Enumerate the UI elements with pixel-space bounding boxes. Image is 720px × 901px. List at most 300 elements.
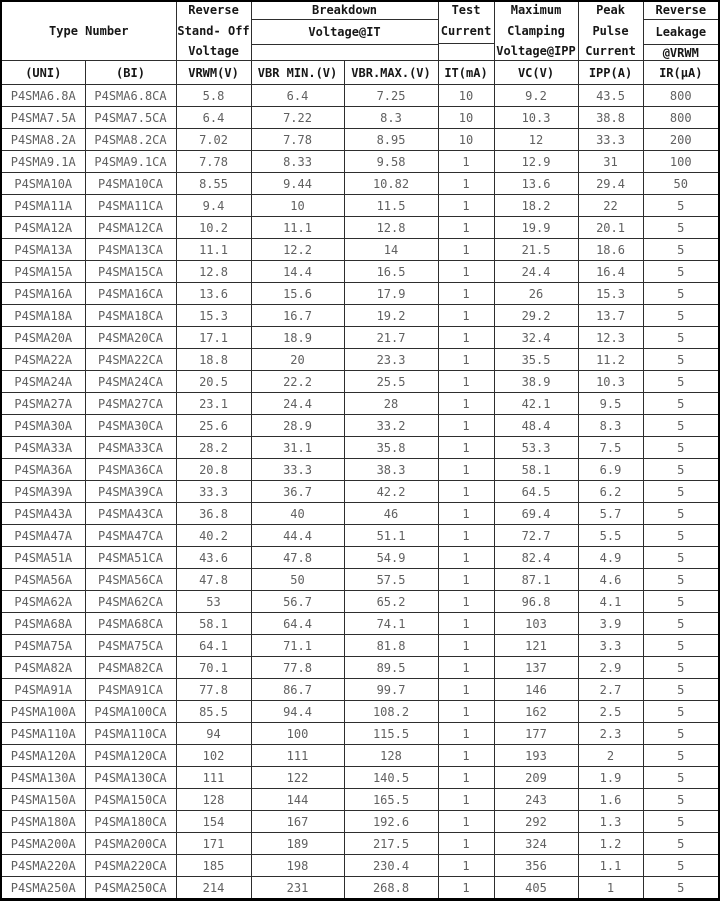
cell-ir: 5: [643, 393, 719, 415]
cell-vbr-min: 94.4: [251, 701, 344, 723]
cell-type-bi: P4SMA220CA: [85, 855, 176, 877]
cell-vrwm: 6.4: [176, 107, 251, 129]
cell-it: 1: [438, 151, 494, 173]
table-row: [1, 855, 719, 877]
cell-vrwm: 58.1: [176, 613, 251, 635]
cell-type-bi: P4SMA120CA: [85, 745, 176, 767]
table-row: [1, 877, 719, 900]
table-row: [1, 393, 719, 415]
cell-it: 1: [438, 503, 494, 525]
cell-vbr-min: 9.44: [251, 173, 344, 195]
cell-type-uni: P4SMA39A: [1, 481, 85, 503]
cell-it: 1: [438, 393, 494, 415]
cell-ipp: 18.6: [578, 239, 643, 261]
cell-ir: 5: [643, 481, 719, 503]
cell-type-uni: P4SMA22A: [1, 349, 85, 371]
cell-type-uni: P4SMA10A: [1, 173, 85, 195]
header-lines: [644, 2, 719, 60]
header-lines: [579, 2, 643, 60]
cell-ir: 50: [643, 173, 719, 195]
cell-type-bi: P4SMA47CA: [85, 525, 176, 547]
cell-ir: 5: [643, 657, 719, 679]
cell-type-uni: P4SMA43A: [1, 503, 85, 525]
cell-type-bi: P4SMA43CA: [85, 503, 176, 525]
cell-it: 1: [438, 217, 494, 239]
cell-ir: 200: [643, 129, 719, 151]
cell-vbr-min: 6.4: [251, 85, 344, 107]
cell-vc: 12: [494, 129, 578, 151]
cell-vc: 53.3: [494, 437, 578, 459]
cell-vc: 26: [494, 283, 578, 305]
cell-ir: 5: [643, 327, 719, 349]
header-line: Clamping: [507, 24, 565, 38]
cell-it: 1: [438, 789, 494, 811]
cell-it: 1: [438, 591, 494, 613]
header-line: Stand- Off: [177, 24, 250, 38]
table-row: [1, 371, 719, 393]
cell-vbr-min: 20: [251, 349, 344, 371]
cell-ipp: 1.1: [578, 855, 643, 877]
subheader-bi: (BI): [85, 61, 176, 85]
header-breakdown-voltage: [251, 1, 438, 61]
cell-type-uni: P4SMA16A: [1, 283, 85, 305]
cell-ipp: 29.4: [578, 173, 643, 195]
header-line: [439, 44, 494, 61]
cell-vbr-max: 17.9: [344, 283, 438, 305]
cell-vc: 243: [494, 789, 578, 811]
table-row: [1, 811, 719, 833]
table-row: [1, 789, 719, 811]
cell-vrwm: 20.5: [176, 371, 251, 393]
cell-vrwm: 102: [176, 745, 251, 767]
cell-vc: 35.5: [494, 349, 578, 371]
cell-vc: 137: [494, 657, 578, 679]
cell-type-bi: P4SMA200CA: [85, 833, 176, 855]
table-row: [1, 261, 719, 283]
table-row: [1, 503, 719, 525]
header-reverse-standoff-voltage: [176, 1, 251, 61]
cell-it: 1: [438, 877, 494, 900]
cell-type-uni: P4SMA13A: [1, 239, 85, 261]
cell-type-bi: P4SMA91CA: [85, 679, 176, 701]
cell-ipp: 1.9: [578, 767, 643, 789]
table-row: [1, 173, 719, 195]
cell-ir: 5: [643, 283, 719, 305]
cell-ipp: 1.2: [578, 833, 643, 855]
cell-vrwm: 36.8: [176, 503, 251, 525]
cell-vrwm: 17.1: [176, 327, 251, 349]
cell-ipp: 9.5: [578, 393, 643, 415]
table-row: [1, 195, 719, 217]
cell-it: 1: [438, 305, 494, 327]
table-row: [1, 613, 719, 635]
cell-vbr-min: 71.1: [251, 635, 344, 657]
cell-vbr-min: 15.6: [251, 283, 344, 305]
cell-ir: 5: [643, 569, 719, 591]
cell-vc: 87.1: [494, 569, 578, 591]
cell-vbr-min: 111: [251, 745, 344, 767]
cell-type-uni: P4SMA250A: [1, 877, 85, 900]
cell-vc: 356: [494, 855, 578, 877]
cell-ir: 5: [643, 613, 719, 635]
table-row: [1, 85, 719, 107]
cell-vrwm: 25.6: [176, 415, 251, 437]
cell-ipp: 7.5: [578, 437, 643, 459]
subheader-uni: (UNI): [1, 61, 85, 85]
cell-vbr-min: 86.7: [251, 679, 344, 701]
subheader-vbr-max: VBR.MAX.(V): [344, 61, 438, 85]
header-line: @VRWM: [662, 46, 699, 60]
cell-vbr-max: 268.8: [344, 877, 438, 900]
cell-vbr-max: 8.3: [344, 107, 438, 129]
header-line: Current: [439, 19, 494, 44]
cell-ir: 800: [643, 85, 719, 107]
cell-vrwm: 77.8: [176, 679, 251, 701]
cell-vbr-min: 11.1: [251, 217, 344, 239]
header-line: Leakage: [644, 20, 719, 45]
cell-ir: 5: [643, 789, 719, 811]
cell-vc: 209: [494, 767, 578, 789]
table-row: [1, 459, 719, 481]
cell-vrwm: 33.3: [176, 481, 251, 503]
cell-type-uni: P4SMA7.5A: [1, 107, 85, 129]
cell-type-uni: P4SMA200A: [1, 833, 85, 855]
table-row: [1, 745, 719, 767]
cell-vbr-min: 144: [251, 789, 344, 811]
cell-vc: 48.4: [494, 415, 578, 437]
cell-vbr-max: 51.1: [344, 525, 438, 547]
table-row: [1, 767, 719, 789]
cell-vbr-max: 7.25: [344, 85, 438, 107]
cell-type-uni: P4SMA36A: [1, 459, 85, 481]
cell-type-bi: P4SMA11CA: [85, 195, 176, 217]
cell-type-uni: P4SMA30A: [1, 415, 85, 437]
header-lines: [495, 2, 578, 60]
cell-vbr-max: 65.2: [344, 591, 438, 613]
cell-vbr-max: 42.2: [344, 481, 438, 503]
cell-vc: 24.4: [494, 261, 578, 283]
cell-ipp: 1: [578, 877, 643, 900]
cell-vrwm: 28.2: [176, 437, 251, 459]
cell-vbr-min: 231: [251, 877, 344, 900]
cell-vc: 29.2: [494, 305, 578, 327]
cell-vc: 19.9: [494, 217, 578, 239]
cell-ir: 5: [643, 833, 719, 855]
cell-type-uni: P4SMA100A: [1, 701, 85, 723]
cell-vbr-max: 16.5: [344, 261, 438, 283]
cell-vbr-min: 167: [251, 811, 344, 833]
cell-vc: 18.2: [494, 195, 578, 217]
header-line: Reverse: [644, 2, 719, 20]
header-line: Voltage@IT: [252, 20, 438, 45]
cell-it: 10: [438, 85, 494, 107]
cell-ipp: 1.6: [578, 789, 643, 811]
table-row: [1, 723, 719, 745]
table-row: [1, 283, 719, 305]
cell-it: 1: [438, 415, 494, 437]
cell-vc: 146: [494, 679, 578, 701]
cell-type-uni: P4SMA51A: [1, 547, 85, 569]
cell-it: 1: [438, 437, 494, 459]
cell-vbr-min: 50: [251, 569, 344, 591]
cell-vbr-max: 35.8: [344, 437, 438, 459]
cell-vrwm: 23.1: [176, 393, 251, 415]
cell-ipp: 10.3: [578, 371, 643, 393]
subheader-vc: VC(V): [494, 61, 578, 85]
subheader-it: IT(mA): [438, 61, 494, 85]
cell-type-bi: P4SMA130CA: [85, 767, 176, 789]
cell-vc: 405: [494, 877, 578, 900]
header-line: Reverse: [188, 3, 239, 17]
cell-ipp: 2.5: [578, 701, 643, 723]
cell-type-bi: P4SMA82CA: [85, 657, 176, 679]
cell-ir: 100: [643, 151, 719, 173]
cell-it: 1: [438, 195, 494, 217]
cell-vc: 103: [494, 613, 578, 635]
table-body: [1, 85, 719, 900]
table-row: [1, 129, 719, 151]
cell-vbr-max: 108.2: [344, 701, 438, 723]
header-line: [252, 45, 438, 61]
cell-type-bi: P4SMA62CA: [85, 591, 176, 613]
cell-type-uni: P4SMA56A: [1, 569, 85, 591]
header-lines: [252, 2, 438, 60]
header-row-groups: [1, 1, 719, 61]
cell-type-uni: P4SMA62A: [1, 591, 85, 613]
cell-ipp: 8.3: [578, 415, 643, 437]
header-max-clamping-voltage: [494, 1, 578, 61]
cell-ir: 5: [643, 305, 719, 327]
cell-vrwm: 94: [176, 723, 251, 745]
cell-ir: 5: [643, 437, 719, 459]
cell-type-bi: P4SMA16CA: [85, 283, 176, 305]
cell-ipp: 22: [578, 195, 643, 217]
cell-type-bi: P4SMA13CA: [85, 239, 176, 261]
cell-vbr-max: 81.8: [344, 635, 438, 657]
cell-vbr-max: 9.58: [344, 151, 438, 173]
table-row: [1, 437, 719, 459]
cell-vbr-min: 16.7: [251, 305, 344, 327]
cell-vc: 96.8: [494, 591, 578, 613]
cell-vc: 72.7: [494, 525, 578, 547]
cell-ipp: 43.5: [578, 85, 643, 107]
cell-vbr-min: 100: [251, 723, 344, 745]
header-line: Maximum: [510, 3, 562, 17]
cell-vbr-max: 54.9: [344, 547, 438, 569]
cell-vrwm: 185: [176, 855, 251, 877]
cell-vrwm: 12.8: [176, 261, 251, 283]
table-row: [1, 701, 719, 723]
cell-type-uni: P4SMA68A: [1, 613, 85, 635]
cell-type-uni: P4SMA120A: [1, 745, 85, 767]
cell-ir: 5: [643, 415, 719, 437]
cell-it: 1: [438, 679, 494, 701]
cell-type-bi: P4SMA22CA: [85, 349, 176, 371]
cell-it: 1: [438, 327, 494, 349]
cell-type-bi: P4SMA27CA: [85, 393, 176, 415]
header-test-current: [438, 1, 494, 61]
cell-type-bi: P4SMA30CA: [85, 415, 176, 437]
table-header: [1, 1, 719, 85]
cell-vbr-min: 56.7: [251, 591, 344, 613]
subheader-ipp: IPP(A): [578, 61, 643, 85]
cell-ir: 5: [643, 701, 719, 723]
cell-it: 1: [438, 767, 494, 789]
cell-it: 1: [438, 459, 494, 481]
cell-vrwm: 20.8: [176, 459, 251, 481]
cell-vc: 121: [494, 635, 578, 657]
header-type-number: [1, 1, 176, 61]
table-row: [1, 657, 719, 679]
cell-ir: 5: [643, 261, 719, 283]
cell-vc: 32.4: [494, 327, 578, 349]
cell-it: 10: [438, 129, 494, 151]
cell-vbr-max: 99.7: [344, 679, 438, 701]
cell-vbr-max: 165.5: [344, 789, 438, 811]
cell-ipp: 16.4: [578, 261, 643, 283]
cell-type-uni: P4SMA150A: [1, 789, 85, 811]
cell-ir: 5: [643, 525, 719, 547]
cell-vbr-max: 33.2: [344, 415, 438, 437]
cell-vc: 177: [494, 723, 578, 745]
cell-it: 1: [438, 349, 494, 371]
cell-type-bi: P4SMA10CA: [85, 173, 176, 195]
cell-vbr-min: 8.33: [251, 151, 344, 173]
table-row: [1, 525, 719, 547]
cell-vbr-max: 25.5: [344, 371, 438, 393]
cell-type-bi: P4SMA39CA: [85, 481, 176, 503]
cell-type-uni: P4SMA12A: [1, 217, 85, 239]
cell-ipp: 11.2: [578, 349, 643, 371]
cell-vc: 9.2: [494, 85, 578, 107]
cell-type-uni: P4SMA47A: [1, 525, 85, 547]
cell-it: 1: [438, 547, 494, 569]
header-line: Voltage@IPP: [496, 44, 576, 58]
cell-type-bi: P4SMA150CA: [85, 789, 176, 811]
cell-vbr-max: 128: [344, 745, 438, 767]
cell-type-uni: P4SMA9.1A: [1, 151, 85, 173]
cell-ir: 5: [643, 547, 719, 569]
cell-ir: 5: [643, 195, 719, 217]
cell-type-bi: P4SMA36CA: [85, 459, 176, 481]
cell-vbr-max: 57.5: [344, 569, 438, 591]
cell-vbr-max: 10.82: [344, 173, 438, 195]
cell-it: 1: [438, 833, 494, 855]
cell-type-bi: P4SMA12CA: [85, 217, 176, 239]
cell-vrwm: 214: [176, 877, 251, 900]
cell-ir: 5: [643, 811, 719, 833]
cell-ipp: 6.9: [578, 459, 643, 481]
cell-vc: 12.9: [494, 151, 578, 173]
cell-vbr-max: 12.8: [344, 217, 438, 239]
cell-ipp: 5.5: [578, 525, 643, 547]
cell-vbr-min: 40: [251, 503, 344, 525]
cell-type-bi: P4SMA110CA: [85, 723, 176, 745]
cell-ipp: 1.3: [578, 811, 643, 833]
cell-it: 1: [438, 745, 494, 767]
cell-ipp: 4.6: [578, 569, 643, 591]
cell-it: 1: [438, 723, 494, 745]
cell-vbr-min: 44.4: [251, 525, 344, 547]
cell-type-bi: P4SMA180CA: [85, 811, 176, 833]
cell-ir: 5: [643, 371, 719, 393]
cell-type-uni: P4SMA18A: [1, 305, 85, 327]
cell-vc: 162: [494, 701, 578, 723]
cell-vbr-min: 18.9: [251, 327, 344, 349]
cell-vrwm: 18.8: [176, 349, 251, 371]
cell-vrwm: 154: [176, 811, 251, 833]
cell-vbr-min: 64.4: [251, 613, 344, 635]
cell-vbr-max: 140.5: [344, 767, 438, 789]
cell-vbr-max: 115.5: [344, 723, 438, 745]
cell-ir: 5: [643, 349, 719, 371]
subheader-vrwm: VRWM(V): [176, 61, 251, 85]
cell-type-bi: P4SMA75CA: [85, 635, 176, 657]
cell-ipp: 6.2: [578, 481, 643, 503]
table-row: [1, 547, 719, 569]
cell-vrwm: 7.78: [176, 151, 251, 173]
cell-vbr-min: 22.2: [251, 371, 344, 393]
cell-vbr-min: 7.78: [251, 129, 344, 151]
cell-vbr-max: 11.5: [344, 195, 438, 217]
cell-vrwm: 9.4: [176, 195, 251, 217]
table-row: [1, 349, 719, 371]
cell-vbr-max: 8.95: [344, 129, 438, 151]
cell-ir: 5: [643, 855, 719, 877]
cell-type-uni: P4SMA110A: [1, 723, 85, 745]
cell-vrwm: 40.2: [176, 525, 251, 547]
cell-it: 1: [438, 811, 494, 833]
cell-type-uni: P4SMA82A: [1, 657, 85, 679]
table-row: [1, 635, 719, 657]
cell-vbr-max: 74.1: [344, 613, 438, 635]
cell-it: 1: [438, 701, 494, 723]
cell-type-bi: P4SMA9.1CA: [85, 151, 176, 173]
cell-vc: 58.1: [494, 459, 578, 481]
cell-ipp: 5.7: [578, 503, 643, 525]
cell-type-uni: P4SMA8.2A: [1, 129, 85, 151]
cell-vbr-min: 189: [251, 833, 344, 855]
header-lines: [439, 2, 494, 60]
cell-type-bi: P4SMA20CA: [85, 327, 176, 349]
cell-vc: 21.5: [494, 239, 578, 261]
header-line: Current: [585, 44, 636, 58]
cell-vrwm: 43.6: [176, 547, 251, 569]
table-row: [1, 151, 719, 173]
cell-vbr-min: 12.2: [251, 239, 344, 261]
cell-vc: 324: [494, 833, 578, 855]
cell-vrwm: 13.6: [176, 283, 251, 305]
cell-vbr-min: 31.1: [251, 437, 344, 459]
cell-type-uni: P4SMA91A: [1, 679, 85, 701]
cell-ipp: 13.7: [578, 305, 643, 327]
cell-type-uni: P4SMA27A: [1, 393, 85, 415]
cell-vrwm: 70.1: [176, 657, 251, 679]
table-row: [1, 591, 719, 613]
cell-vrwm: 64.1: [176, 635, 251, 657]
subheader-vbr-min: VBR MIN.(V): [251, 61, 344, 85]
cell-ipp: 2.9: [578, 657, 643, 679]
cell-vrwm: 11.1: [176, 239, 251, 261]
cell-vrwm: 111: [176, 767, 251, 789]
table-row: [1, 833, 719, 855]
cell-type-bi: P4SMA18CA: [85, 305, 176, 327]
cell-it: 1: [438, 613, 494, 635]
cell-ir: 5: [643, 723, 719, 745]
cell-ipp: 31: [578, 151, 643, 173]
cell-vbr-max: 14: [344, 239, 438, 261]
header-line: Test: [451, 3, 481, 17]
